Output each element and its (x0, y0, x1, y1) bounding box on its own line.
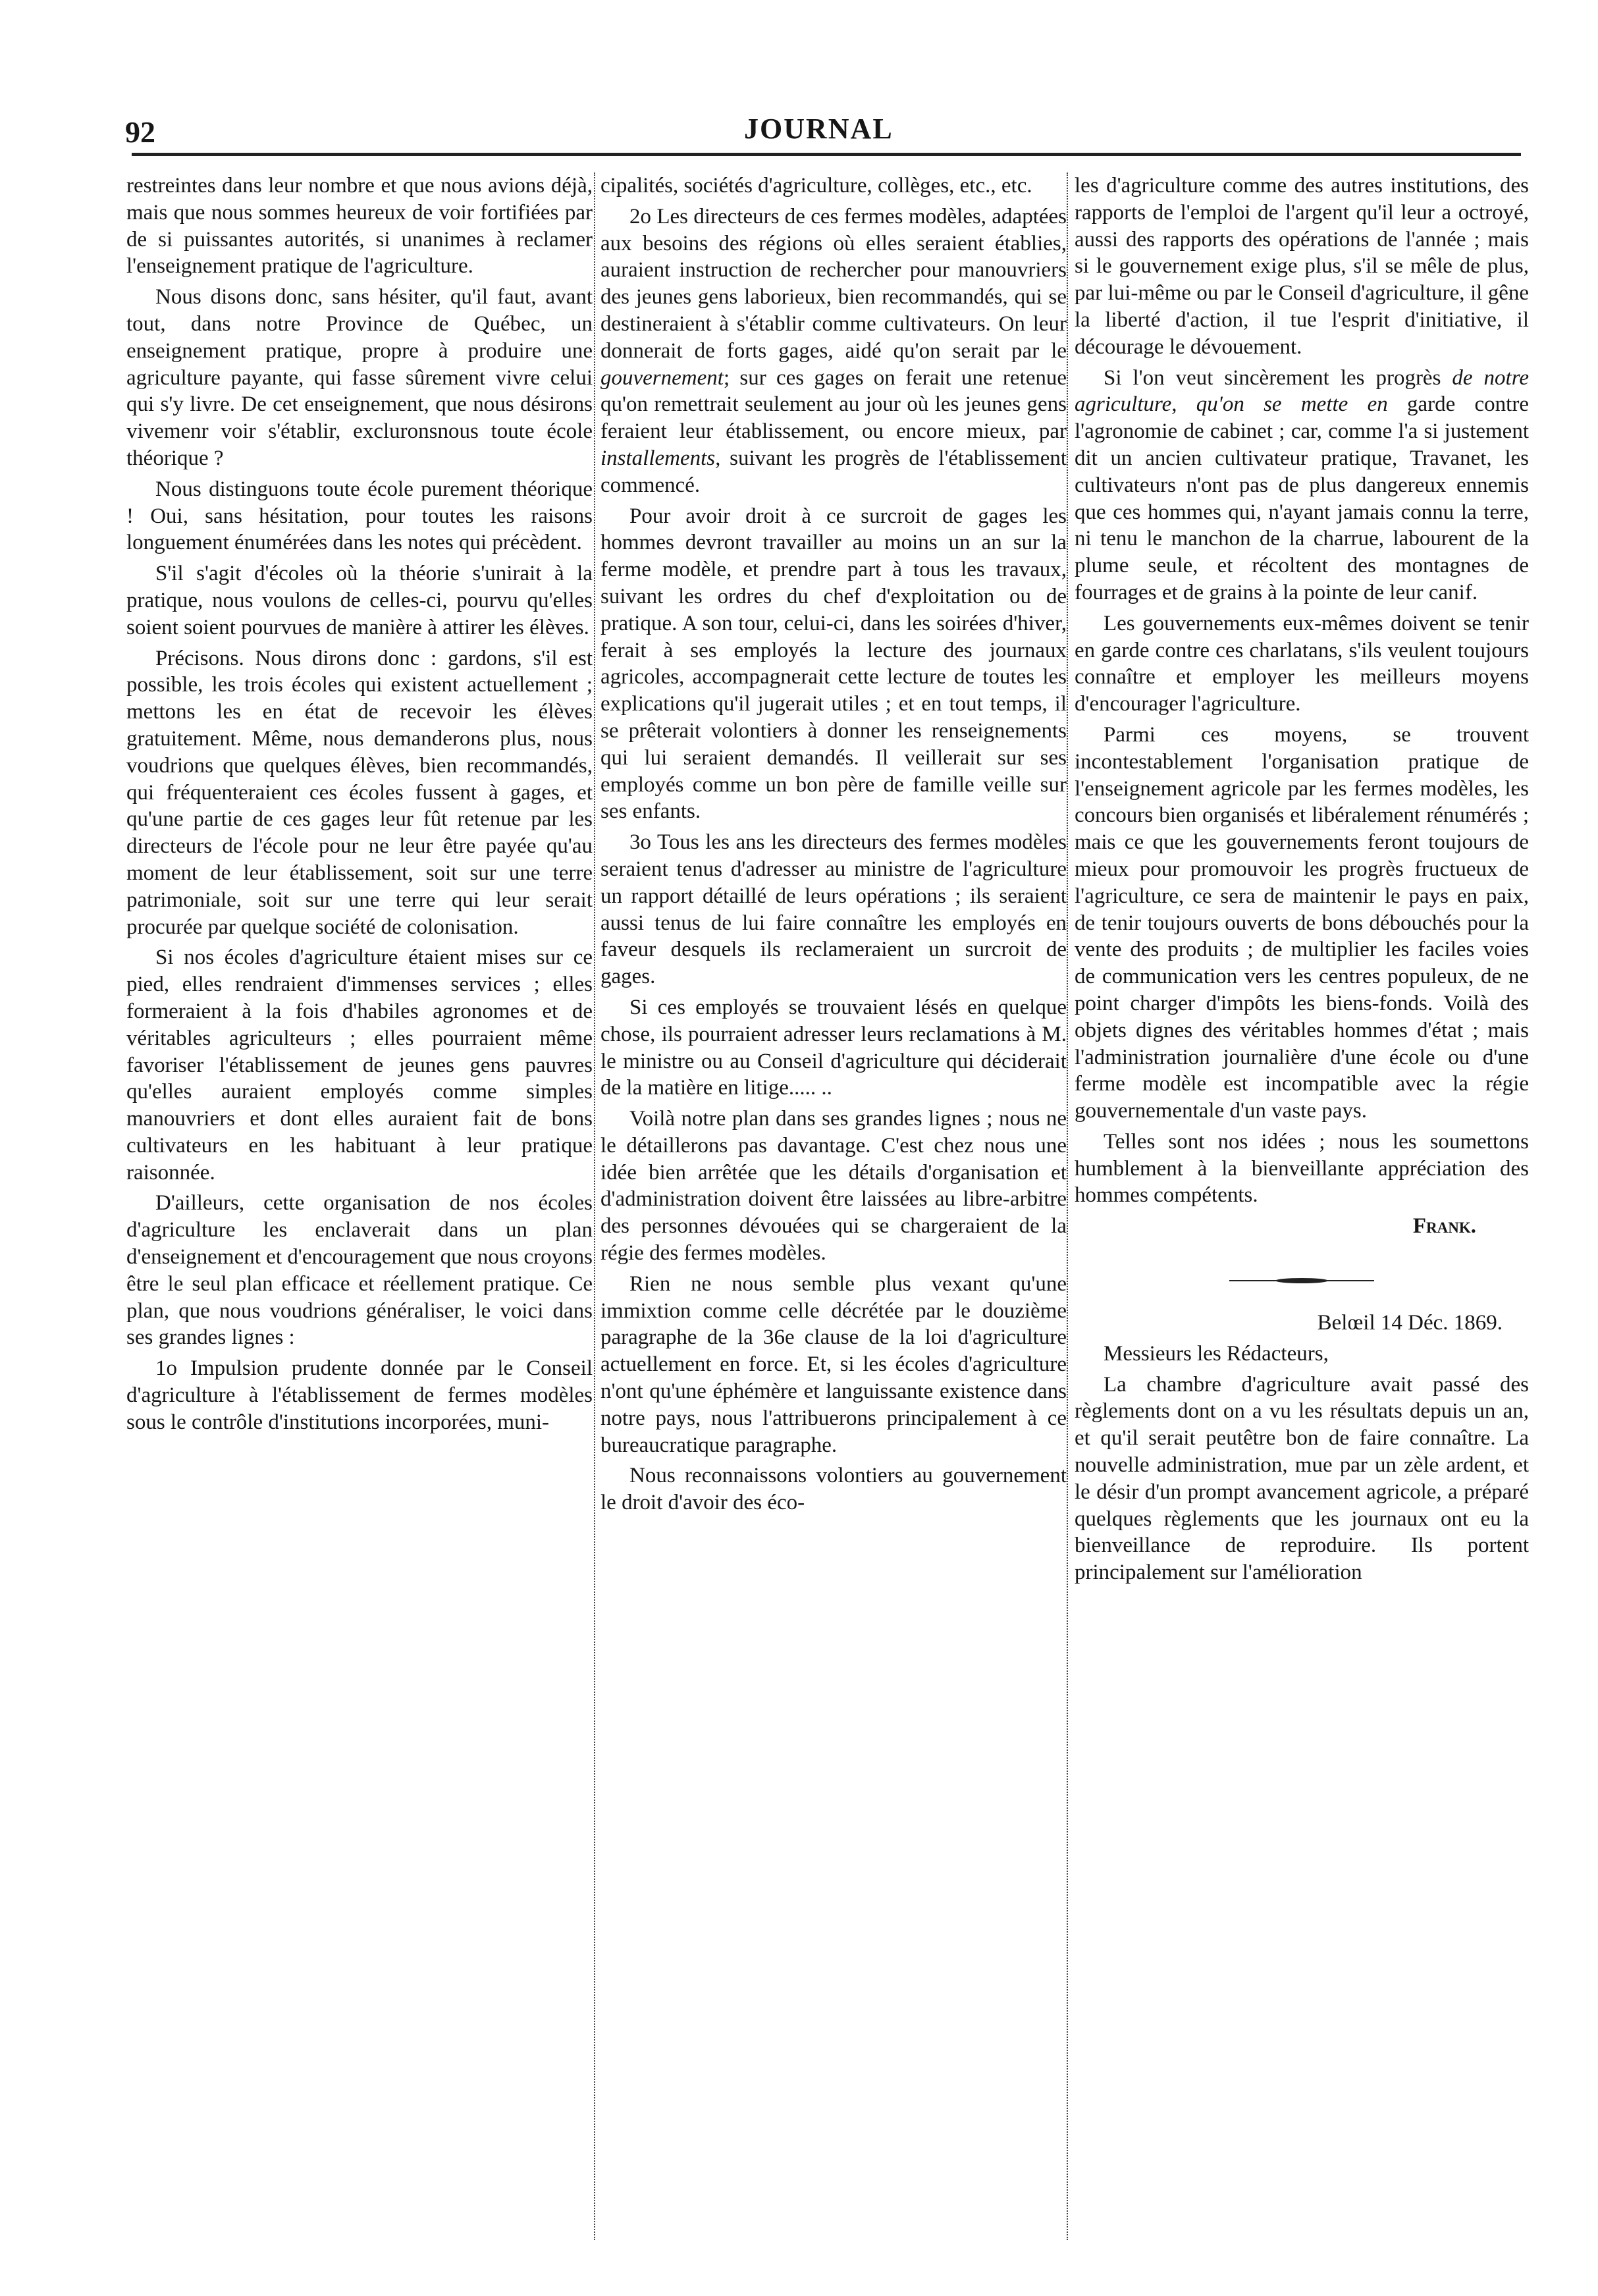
paragraph: 1o Impulsion prudente donnée par le Conseil d'agriculture à l'établissement de fermes modèles sous le contrôle d'institutions incorporées, muni- (126, 1356, 593, 1434)
journal-title: JOURNAL (744, 113, 893, 145)
paragraph: D'ailleurs, cette organisation de nos écoles d'agriculture les enclaverait dans un plan d'enseignement et d'encouragement que nous croyons être le seul plan efficace et réellement pratique. Ce plan, que nous voudrions généraliser, le voici dans ses grandes lignes : (126, 1191, 593, 1350)
text-run: ; sur ces gages on ferait une retenue qu'on remettrait seulement au jour où les jeunes gens feraient leur établissement, ou encore mieux, par (600, 365, 1067, 444)
paragraph: La chambre d'agriculture avait passé des règlements dont on a vu les résultats depuis un an, et qu'il serait peutêtre bon de faire connaître. La nouvelle administration, mue par un zèle ardent, et le désir d'un prompt avancement agricole, a préparé quelques règlements que les journaux ont eu la bienveillance de reproduire. Ils portent principalement sur l'amélioration (1075, 1372, 1529, 1585)
paragraph: cipalités, sociétés d'agriculture, collèges, etc., etc. (600, 174, 1032, 198)
page-number: 92 (125, 115, 155, 149)
paragraph: Si ces employés se trouvaient lésés en quelque chose, ils pourraient adresser leurs reclamations à M. le ministre ou au Conseil d'agriculture qui déciderait de la matière en litige..... .. (600, 995, 1067, 1100)
text-run: Si l'on veut sincèrement les progrès (1104, 365, 1441, 390)
column-divider (594, 173, 595, 2240)
column-3 (1075, 173, 1529, 2247)
page-header (125, 107, 1521, 149)
paragraph: Parmi ces moyens, se trouvent incontestablement l'organisation pratique de l'enseignement agricole par les fermes modèles, les concours bien organisés et libéralement rénumérés ; mais ce que les gouvernements feront toujours de mieux pour promouvoir les progrès fructueux de l'agriculture, ce sera de maintenir le pays en paix, de tenir toujours ouverts de bons débouchés pour la vente des produits ; de multiplier les faciles voies de communication vers les centres populeux, de ne point charger d'impôts les biens-fonds. Voilà des objets dignes des véritables hommes d'état ; mais l'administration journalière d'une école ou d'une ferme modèle est incompatible avec la régie gouvernementale d'un vaste pays. (1075, 722, 1529, 1123)
paragraph: Voilà notre plan dans ses grandes lignes ; nous ne le détaillerons pas davantage. C'est chez nous une idée bien arrêtée que les détails d'organisation et d'administration doivent être laissées au libre-arbitre des personnes dévouées qui se chargeraient de la régie des fermes modèles. (600, 1107, 1067, 1266)
paragraph: Précisons. Nous dirons donc : gardons, s'il est possible, les trois écoles qui existent actuellement ; mettons les en état de recevoir les élèves gratuitement. Même, nous demanderons plus, nous voudrions que quelques élèves, bien recommandés, qui fréquenteraient ces écoles fussent à gages, et qu'une partie de ces gages leur fût retenue par les directeurs de l'école pour ne leur être payée qu'au moment de leur établissement, soit sur une terre patrimoniale, soit sur une terre qui leur serait procurée par quelque société de colonisation. (126, 646, 593, 939)
signature: Frank. (1412, 1214, 1476, 1239)
paragraph: S'il s'agit d'écoles où la théorie s'unirait à la pratique, nous voulons de celles-ci, pourvu qu'elles soient soient pourvues de manière à attirer les élèves. (126, 562, 593, 639)
paragraph: Pour avoir droit à ce surcroit de gages les hommes devront travailler au moins un an sur la ferme modèle, et prendre part à tous les travaux, suivant les ordres du chef d'exploitation ou de pratique. A son tour, celui-ci, dans les soirées d'hiver, ferait à ses employés la lecture des journaux agricoles, accompagnerait cette lecture de toutes les explications qu'il jugerait utiles ; et en tout temps, il se prêterait volontiers à donner les renseignements qui lui seraient demandés. Il veillerait sur ses employés comme un bon père de famille veille sur ses enfants. (600, 504, 1067, 824)
salutation: Messieurs les Rédacteurs, (1104, 1341, 1329, 1366)
text-run: 2o Les directeurs de ces fermes modèles, adaptées aux besoins des régions où elles seraient établies, auraient instruction de rechercher pour manouvriers des jeunes gens laborieux, bien recommandés, qui se destineraient à s'établir comme cultivateurs. On leur donnerait de forts gages, aidé qu'on serait par le (600, 204, 1067, 363)
column-2 (600, 173, 1067, 2247)
italic-text: installements, (600, 446, 721, 470)
paragraph (600, 203, 1067, 499)
paragraph: les d'agriculture comme des autres institutions, des rapports de l'emploi de l'argent qu'il leur a octroyé, aussi des rapports des opérations de l'année ; mais si le gouvernement exige plus, s'il se mêle de plus, par lui-même ou par le Conseil d'agriculture, il gêne la liberté d'action, il tue l'esprit d'initiative, il décourage le dévouement. (1075, 174, 1529, 359)
italic-text: de notre agriculture, qu'on se mette en (1075, 365, 1529, 417)
column-divider (1067, 173, 1068, 2240)
paragraph: Nous distinguons toute école purement théorique ! Oui, sans hésitation, pour toutes les raisons longuement énumérées dans les notes qui précèdent. (126, 477, 593, 555)
text-run: garde contre l'agronomie de cabinet ; car, comme l'a si justement dit un ancien cultivateur pratique, Travanet, les cultivateurs n'ont pas de plus dangereux ennemis que ces hommes qui, n'ayant jamais connu la terre, ni tenu le manchon de la charrue, labourent de la plume seule, et récoltent des montagnes de fourrages et de grains à la pointe de leur canif. (1075, 392, 1529, 604)
italic-text: gouvernement (600, 365, 724, 390)
paragraph: Nous disons donc, sans hésiter, qu'il faut, avant tout, dans notre Province de Québec, un enseignement pratique, propre à produire une agriculture payante, qui fasse sûrement vivre celui qui s'y livre. De cet enseignement, que nous désirons vivemenr voir s'établir, excluronsnous toute école théorique ? (126, 285, 593, 470)
text-run: suivant les progrès de l'établissement commencé. (600, 446, 1067, 497)
paragraph: Rien ne nous semble plus vexant qu'une immixtion comme celle décrétée par le douzième paragraphe de la 36e clause de la loi d'agriculture actuellement en force. Et, si les écoles d'agriculture n'ont qu'une éphémère et languissante existence dans notre pays, nous l'attribuerons principalement à ce bureaucratique paragraphe. (600, 1271, 1067, 1457)
paragraph: restreintes dans leur nombre et que nous avions déjà, mais que nous sommes heureux de voir fortifiées par de si puissantes autorités, si unanimes à reclamer l'enseignement pratique de l'agriculture. (126, 174, 593, 279)
paragraph: Telles sont nos idées ; nous les soumettons humblement à la bienveillante appréciation des hommes compétents. (1075, 1129, 1529, 1208)
paragraph (1075, 365, 1529, 606)
ornament-divider (1229, 1278, 1374, 1283)
paragraph: Si nos écoles d'agriculture étaient mises sur ce pied, elles rendraient d'immenses services ; elles formeraient à la fois d'habiles agronomes et de véritables agriculteurs ; elles pourraient même favoriser l'établissement de jeunes gens pauvres qu'elles auraient employés comme simples manouvriers et dont elles auraient fait de bons cultivateurs en les habituant à leur pratique raisonnée. (126, 946, 593, 1185)
header-rule (132, 153, 1521, 156)
column-1 (126, 173, 593, 2247)
paragraph: Nous reconnaissons volontiers au gouvernement le droit d'avoir des éco- (600, 1464, 1067, 1515)
paragraph: 3o Tous les ans les directeurs des fermes modèles seraient tenus d'adresser au ministre de l'agriculture un rapport détaillé de leurs opérations ; ils seraient aussi tenus de lui faire connaître les employés en faveur desquels ils reclameraient un surcroit de gages. (600, 830, 1067, 989)
dateline: Belœil 14 Déc. 1869. (1317, 1311, 1503, 1335)
paragraph: Les gouvernements eux-mêmes doivent se tenir en garde contre ces charlatans, s'ils veulent toujours connaître et employer les meilleurs moyens d'encourager l'agriculture. (1075, 611, 1529, 716)
